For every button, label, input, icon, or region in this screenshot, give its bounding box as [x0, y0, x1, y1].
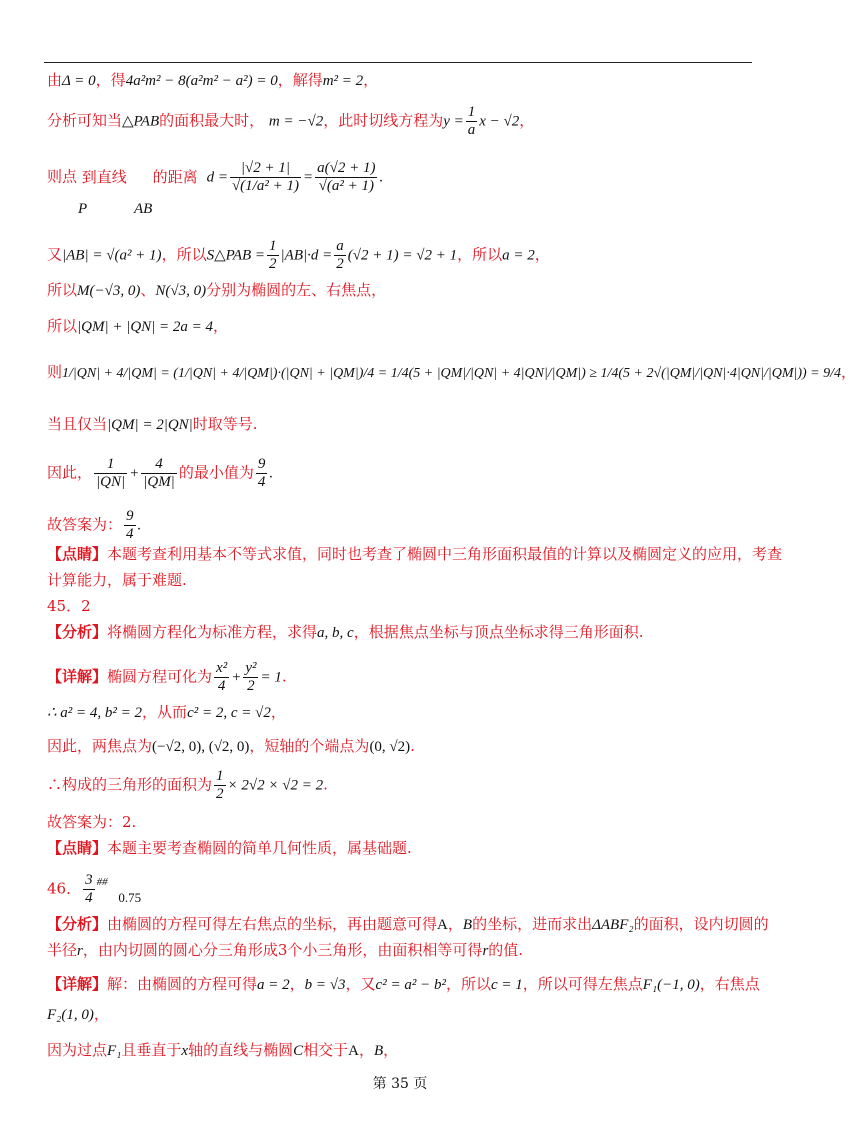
- tag-label: 【分析】: [47, 915, 108, 933]
- denominator: a: [467, 122, 476, 138]
- fraction: [230, 160, 301, 195]
- fraction: [315, 160, 377, 195]
- detail-line: 因为过点F₁且垂直于x轴的直线与椭圆C相交于A，B，: [47, 1041, 399, 1059]
- text: 本题考查利用基本不等式求值，同时也考查了椭圆中三角形面积最值的计算以及椭圆定义的应用，考查: [107, 545, 783, 563]
- text: 分析可知当: [47, 111, 123, 130]
- fraction: $\frac{3}{4}$: [85, 872, 93, 906]
- math-expr: △PAB: [122, 113, 160, 130]
- solution-line: [47, 104, 534, 139]
- text: ，所以: [161, 245, 207, 264]
- math-expr: Δ = 0: [62, 73, 96, 89]
- math-expr: m = −√2: [268, 113, 324, 130]
- math-expr: N(√3, 0): [155, 283, 207, 299]
- math-expr: 1/|QN| + 4/|QM| = (1/|QN| + 4/|QM|)·(|QN| + |QM|)/4 = 1/4(5 + |QM|/|QN| + 4|QN|/|QM|) ≥ 1/4(5 + 2√(|QM|/|QN|·4|QN|/|QM|)) = 9/4: [62, 366, 842, 381]
- fraction: [466, 104, 478, 139]
- math-expr: |AB|·d =: [280, 247, 333, 264]
- detail-line: 【详解】解：由椭圆的方程可得a = 2，b = √3，又c² = a² − b²，所以c = 1，所以可得左焦点F₁(−1, 0)，右焦点: [47, 975, 760, 993]
- text: ，所以: [457, 245, 503, 264]
- text: 到直线: [81, 167, 127, 186]
- answer-line: 故答案为：2.: [47, 813, 137, 831]
- solution-line: [47, 362, 856, 384]
- fraction: $\frac{1}{2}$: [216, 768, 224, 802]
- text: ，得: [95, 71, 126, 89]
- math-expr: M(−√3, 0): [77, 283, 141, 299]
- math-expr: |QM| + |QN| = 2a = 4: [77, 319, 214, 335]
- detail-line: ∴ a² = 4, b² = 2，从而c² = 2, c = √2，: [47, 703, 286, 721]
- analysis-line: 【分析】将椭圆方程化为标准方程，求得a, b, c，根据焦点坐标与顶点坐标求得三角形面积.: [47, 623, 644, 641]
- math-expr: |AB| = √(a² + 1): [62, 247, 162, 264]
- text: ，: [519, 111, 535, 130]
- tag-label: 【点睛】: [47, 545, 108, 563]
- tag-label: 【分析】: [47, 623, 108, 641]
- line-label: AB: [134, 201, 153, 217]
- numerator: |√2 + 1|: [230, 160, 301, 178]
- question-number: 45．2: [47, 597, 91, 615]
- detail-line: F₂(1, 0)，: [47, 1005, 109, 1023]
- math-expr: x − √2: [479, 113, 520, 130]
- comment-line: 【点睛】本题主要考查椭圆的简单几何性质，属基础题.: [47, 839, 412, 857]
- text: 时取等号.: [192, 415, 258, 433]
- tag-label: 【详解】: [47, 667, 108, 686]
- fraction: $\frac{\text{x²}}{4}$: [216, 660, 228, 694]
- comment-line: [47, 544, 782, 564]
- question-number: 46． $\frac{3}{4}$ ## 0.75: [47, 872, 142, 906]
- numerator: a(√2 + 1): [317, 160, 376, 176]
- answer-line: 故答案为： $\frac{9}{4}$ .: [47, 508, 142, 542]
- text: 由: [47, 71, 63, 89]
- text: ，: [534, 245, 550, 264]
- fraction: $\frac{\text{y²}}{2}$: [245, 660, 257, 694]
- fraction: $\frac{a}{2}$: [336, 238, 344, 272]
- detail-line: 因此，两焦点为(−√2, 0), (√2, 0)，短轴的个端点为(0, √2).: [47, 737, 415, 755]
- text: 分别为椭圆的左、右焦点，: [206, 281, 387, 299]
- solution-line: [47, 280, 386, 301]
- fraction: $\frac{1}{2}$: [269, 238, 277, 272]
- text: 又: [47, 245, 63, 264]
- analysis-line: 【分析】由椭圆的方程可得左右焦点的坐标，再由题意可得A，B的坐标，进而求出ΔABF₂的面积，设内切圆的: [47, 915, 769, 933]
- header-rule: [44, 62, 752, 63]
- math-expr: |QM| = 2|QN|: [107, 417, 193, 433]
- tag-label: 【点睛】: [47, 839, 108, 857]
- solution-line: [47, 414, 258, 435]
- solution-line: [47, 70, 378, 91]
- text: 的面积最大时，: [159, 111, 265, 130]
- math-expr: =: [302, 169, 314, 186]
- math-expr: S△PAB =: [206, 247, 266, 264]
- denominator: √(1/a² + 1): [231, 178, 299, 194]
- solution-line: [47, 316, 228, 337]
- math-expr: m² = 2: [322, 73, 364, 89]
- page-number: 第 35 页: [372, 1076, 428, 1092]
- detail-line: 【详解】椭圆方程可化为 $\frac{\text{x²}}{4}$ + $\frac{\text{y²}}{2}$ = 1.: [47, 660, 287, 694]
- text: ，解得: [277, 71, 323, 89]
- math-expr: (√2 + 1) = √2 + 1: [347, 247, 458, 264]
- text: 因此，: [47, 463, 93, 482]
- math-expr: 4a²m² − 8(a²m² − a²) = 0: [125, 73, 278, 89]
- text: 的最小值为: [178, 463, 254, 482]
- point-label: P: [78, 201, 88, 217]
- tag-label: 【详解】: [47, 975, 108, 993]
- text: 则点: [47, 167, 78, 186]
- text: ，: [841, 363, 856, 381]
- text: ，此时切线方程为: [323, 111, 444, 130]
- text: 则: [47, 363, 63, 381]
- fraction: $\frac{9}{4}$: [126, 508, 134, 542]
- comment-line: [47, 570, 187, 590]
- analysis-line: 半径r，由内切圆的圆心分三角形成3个小三角形，由面积相等可得r的值.: [47, 941, 524, 959]
- fraction: $\frac{4}{|QM|}$: [143, 456, 175, 490]
- text: 所以: [47, 317, 78, 335]
- math-expr: d =: [206, 169, 228, 186]
- solution-line: [47, 160, 383, 195]
- detail-line: ∴构成的三角形的面积为 $\frac{1}{2}$ × 2√2 × √2 = 2.: [47, 768, 328, 802]
- text: 的距离: [152, 167, 198, 186]
- text: ，: [213, 317, 229, 335]
- math-expr: y =: [443, 113, 464, 130]
- text: 当且仅当: [47, 415, 108, 433]
- text: 、: [140, 281, 156, 299]
- math-expr: a = 2: [502, 247, 535, 264]
- numerator: 1: [467, 104, 476, 120]
- text: ，: [363, 71, 379, 89]
- fraction: $\frac{1}{|QN|}$: [96, 456, 126, 490]
- text: 计算能力，属于难题.: [47, 571, 187, 589]
- solution-line: [47, 238, 550, 273]
- fraction: $\frac{9}{4}$: [257, 456, 266, 490]
- denominator: √(a² + 1): [318, 178, 374, 194]
- text: 所以: [47, 281, 78, 299]
- math-expr: .: [379, 169, 384, 186]
- solution-line: 因此， $\frac{1}{|QN|}$ + $\frac{4}{|QM|}$ 的最小值为 $\frac{9}{4}$ .: [47, 456, 274, 490]
- text: 故答案为：: [47, 515, 123, 534]
